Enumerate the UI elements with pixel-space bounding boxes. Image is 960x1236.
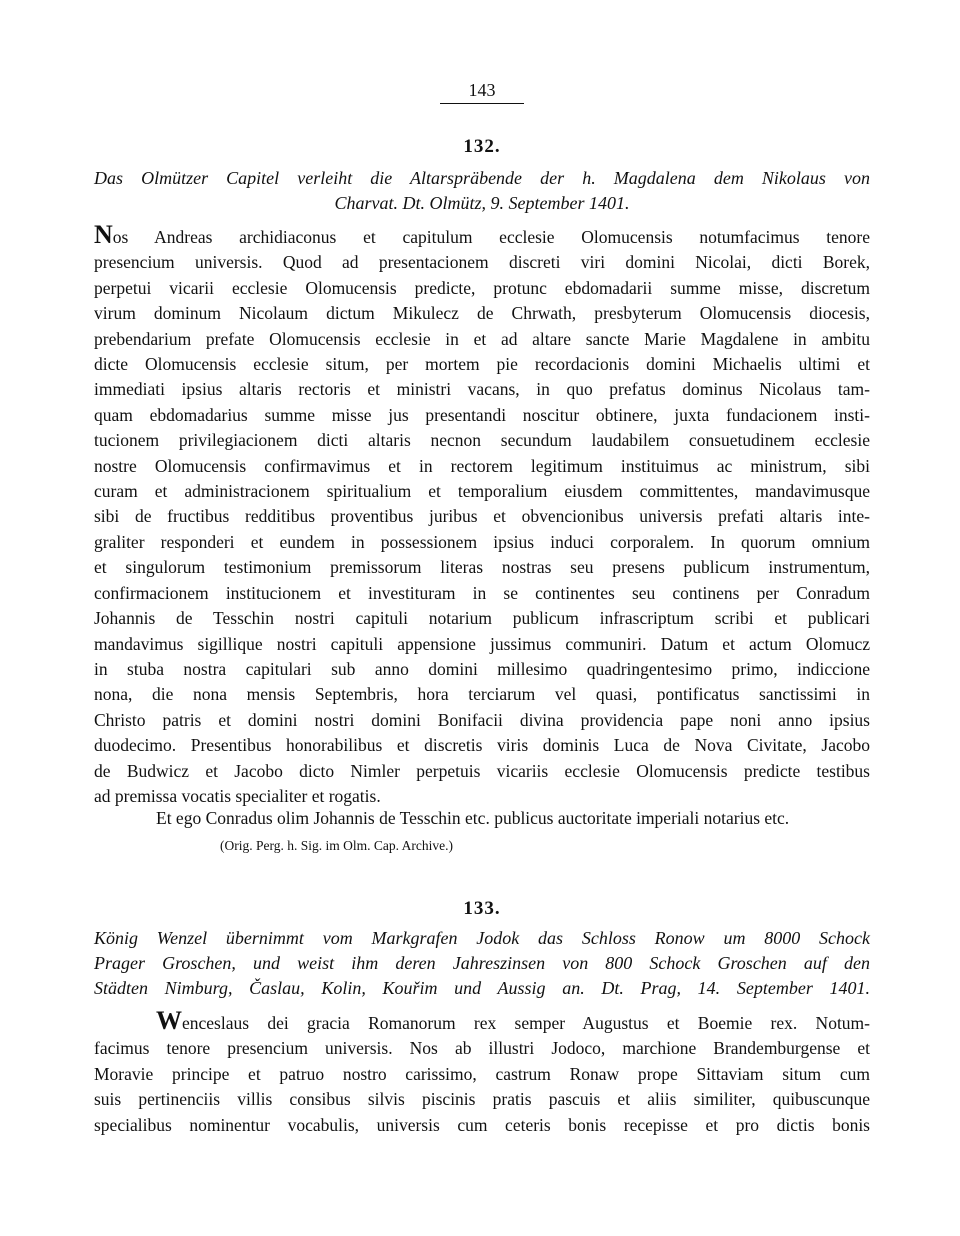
body-line: ad premissa vocatis specialiter et rogatis. [94, 785, 381, 806]
initial-letter: N [94, 220, 113, 249]
body-line: in stuba nostra capitulari sub anno domini millesimo quadringentesimo primo, indiccione [94, 658, 870, 679]
body-line: nona, die nona mensis Septembris, hora terciarum vel quasi, pontificatus sanctissimi in [94, 684, 870, 705]
entry-heading [94, 166, 870, 216]
body-line-text: enceslaus dei gracia Romanorum rex semper Augustus et Boemie rex. Notum- [182, 1013, 870, 1033]
body-line: prebendarium prefate Olomucensis ecclesie in et ad altare sancte Marie Magdalene in ambitu [94, 328, 870, 349]
heading-line: Das Olmützer Capitel verleiht die Altarspräbende der h. Magdalena dem Nikolaus von [94, 168, 870, 188]
entry-body [94, 222, 870, 809]
notary-line: Et ego Conradus olim Johannis de Tesschin etc. publicus auctoritate imperiali notarius etc. [156, 808, 790, 828]
body-line: Christo patris et domini nostri domini Bonifacii divina providencia pape noni anno ipsius [94, 709, 870, 730]
body-line: sibi de fructibus redditibus proventibus juribus et obvencionibus universis prefati altaris inte- [94, 506, 870, 527]
body-line: presencium universis. Quod ad presentacionem discreti viri domini Nicolai, dicti Borek, [94, 252, 870, 273]
entry-number: 133. [463, 898, 501, 919]
entry-body [94, 1008, 870, 1138]
body-line: duodecimo. Presentibus honorabilibus et discretis viris dominis Luca de Nova Civitate, Jacobo [94, 735, 870, 756]
heading-line: Städten Nimburg, Časlau, Kolin, Kouřim und Aussig an. Dt. Prag, 14. September 1401. [94, 978, 870, 998]
source-note: (Orig. Perg. h. Sig. im Olm. Cap. Archive.) [220, 838, 453, 853]
body-line: Johannis de Tesschin nostri capituli notarium publicum infrascriptum scribi et publicari [94, 608, 870, 629]
body-line: Moravie principe et patruo nostro carissimo, castrum Ronaw prope Sittaviam situm cum [94, 1063, 870, 1084]
entry-number: 132. [463, 136, 501, 157]
body-line: facimus tenore presencium universis. Nos ab illustri Jodoco, marchione Brandemburgense et [94, 1038, 870, 1059]
body-line: curam et administracionem spiritualium et temporalium eiusdem committentes, mandavimusque [94, 481, 870, 502]
page-number-rule [440, 103, 524, 104]
body-line: et singulorum testimonium premissorum literas nostras seu presens publicum instrumentum, [94, 557, 870, 578]
body-line-text: os Andreas archidiaconus et capitulum ecclesie Olomucensis notumfacimus tenore [112, 227, 870, 247]
body-line: graliter responderi et eundem in possessionem ipsius induci corporalem. In quorum omnium [94, 531, 870, 552]
body-line: mandavimus sigillique nostri capituli appensione jussimus communiri. Datum et actum Olomucz [94, 633, 870, 654]
body-line: confirmacionem institucionem et investituram in se continentes seu continens per Conradum [94, 582, 870, 603]
entry-heading [94, 926, 870, 1001]
heading-line: Charvat. Dt. Olmütz, 9. September 1401. [334, 193, 630, 213]
body-line: virum dominum Nicolaum dictum Mikulecz de Chrwath, presbyterum Olomucensis diocesis, [94, 303, 870, 324]
page-number: 143 [468, 80, 496, 100]
body-line: tucionem privilegiacionem dicti altaris necnon secundum laudabilem consuetudinem ecclesie [94, 430, 870, 451]
body-line: quam ebdomadarius summe misse jus presentandi noscitur obtinere, juxta fundacionem insti- [94, 404, 870, 425]
body-line: dicte Olomucensis ecclesie situm, per mortem pie recordacionis domini Michaelis ultimi et [94, 354, 870, 375]
body-line [94, 1008, 870, 1036]
body-line: specialibus nominentur vocabulis, universis cum ceteris bonis recepisse et pro dictis bonis [94, 1114, 870, 1135]
body-line: perpetui vicarii ecclesie Olomucensis predicte, protunc ebdomadarii summe misse, discretum [94, 277, 870, 298]
heading-line: Prager Groschen, und weist ihm deren Jahreszinsen von 800 Schock Groschen auf den [94, 953, 870, 973]
body-line: suis pertinenciis villis consibus silvis piscinis pratis pascuis et aliis similiter, quibuscunque [94, 1089, 870, 1110]
body-line: immediati ipsius altaris rectoris et ministri vacans, in quo prefatus dominus Nicolaus tam- [94, 379, 870, 400]
body-line [94, 222, 870, 250]
body-line: nostre Olomucensis confirmavimus et in rectorem legitimum instituimus ac ministrum, sibi [94, 455, 870, 476]
initial-letter: W [156, 1006, 182, 1035]
body-line: de Budwicz et Jacobo dicto Nimler perpetuis vicariis ecclesie Olomucensis predicte testibus [94, 760, 870, 781]
heading-line: König Wenzel übernimmt vom Markgrafen Jodok das Schloss Ronow um 8000 Schock [94, 928, 870, 948]
